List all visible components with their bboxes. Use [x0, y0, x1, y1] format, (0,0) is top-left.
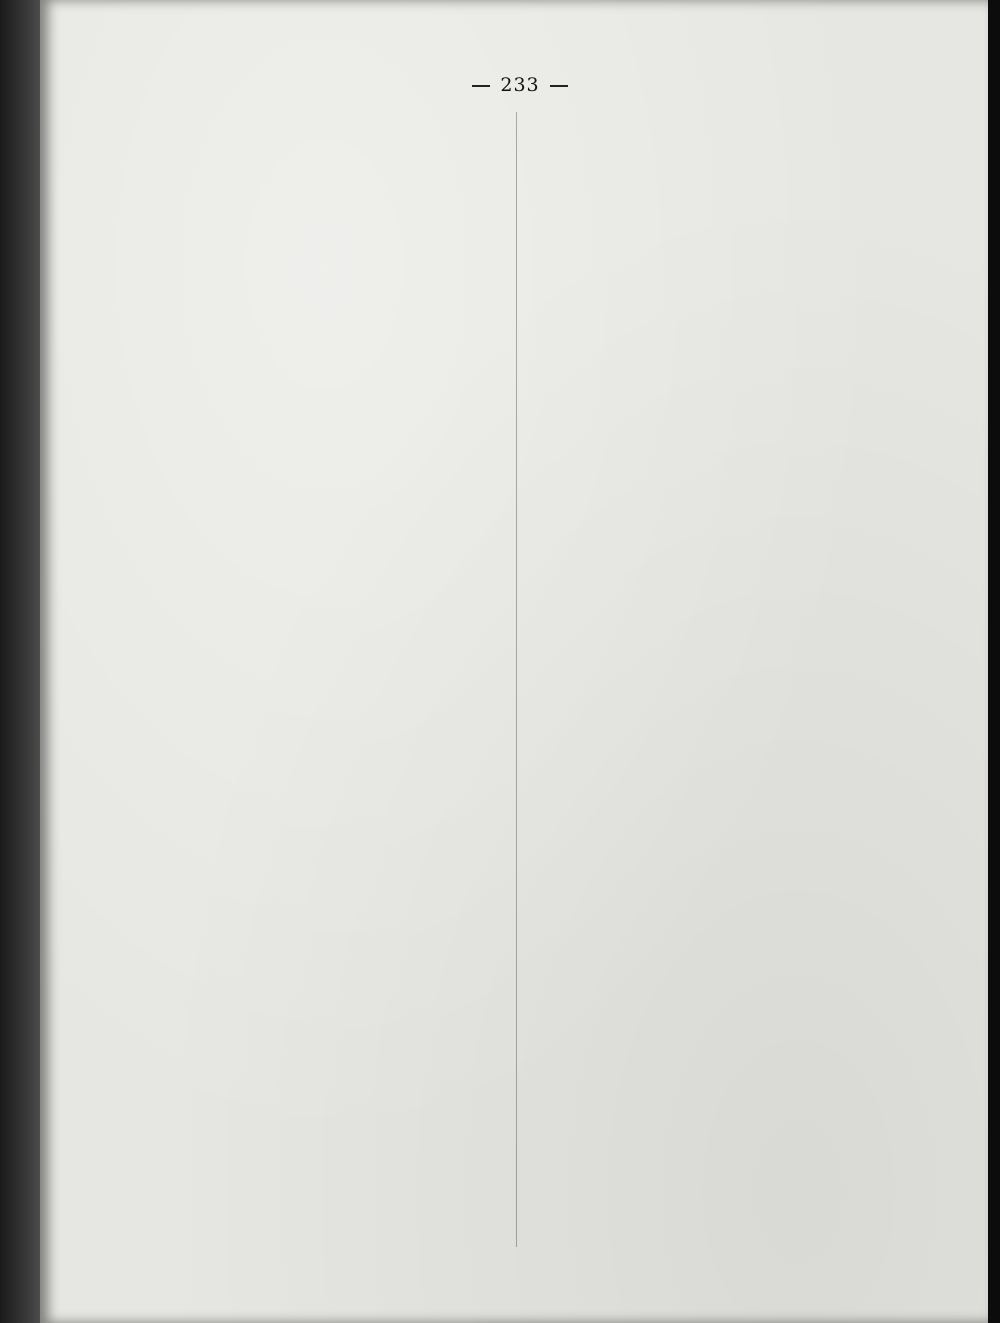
page-number-dash-left: [472, 85, 490, 87]
page-number-dash-right: [550, 85, 568, 87]
newspaper-page: [40, 0, 988, 1323]
page-number-value: 233: [500, 74, 540, 96]
left-column: [104, 112, 504, 1247]
column-divider: [516, 112, 517, 1247]
page-number: [440, 74, 600, 96]
right-column: [526, 112, 926, 1247]
